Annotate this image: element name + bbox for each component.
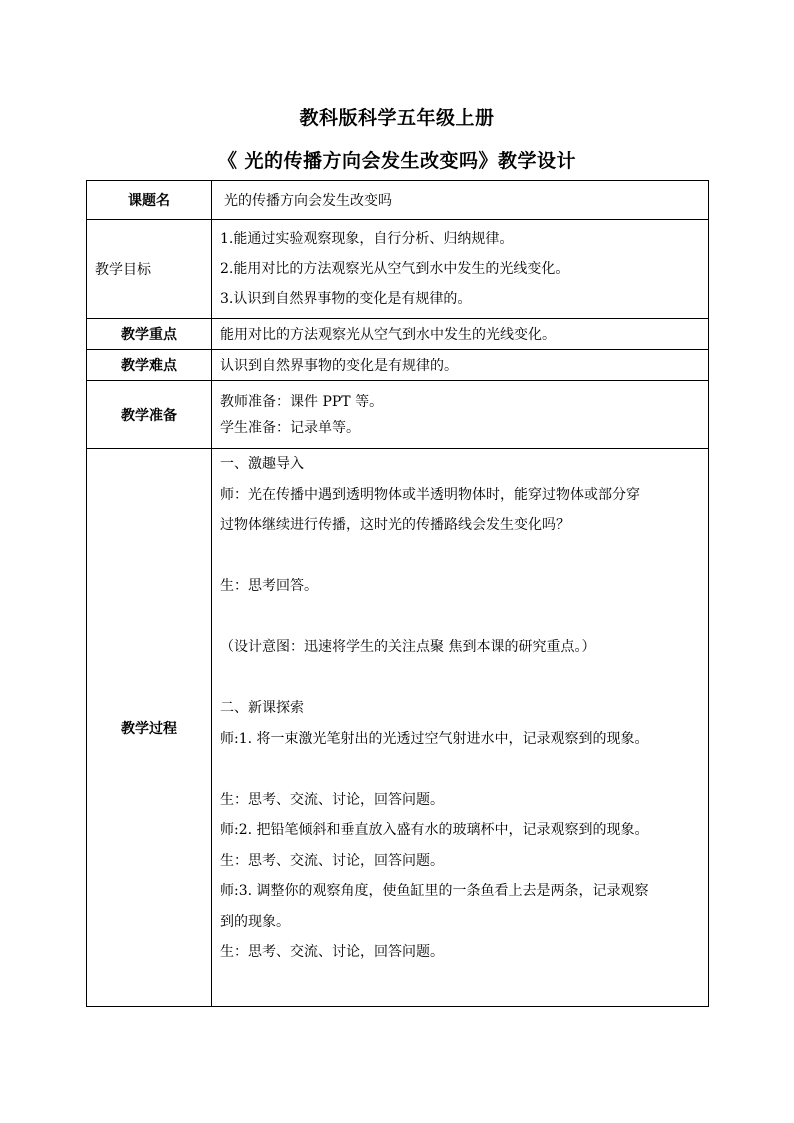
document-subtitle: 《 光的传播方向会发生改变吗》教学设计 — [217, 150, 577, 172]
value-key-point: 能用对比的方法观察光从空气到水中发生的光线变化。 — [212, 319, 709, 350]
process-line: 生：思考回答。 — [220, 578, 318, 594]
process-line: 生：思考、交流、讨论，回答问题。 — [220, 852, 444, 869]
label-topic: 课题名 — [87, 181, 212, 220]
process-line: 师:1. 将一束激光笔射出的光透过空气射进水中，记录观察到的现象。 — [220, 730, 649, 747]
row-objectives — [87, 220, 709, 319]
label-process: 教学过程 — [87, 449, 212, 1007]
document-title: 教科版科学五年级上册 — [299, 107, 495, 129]
label-preparation: 教学准备 — [87, 381, 212, 449]
process-line: 生：思考、交流、讨论，回答问题。 — [220, 944, 444, 960]
row-process — [87, 449, 709, 1007]
row-difficulty — [87, 350, 709, 381]
process-line: 生：思考、交流、讨论，回答问题。 — [220, 791, 444, 808]
value-preparation — [212, 381, 709, 449]
section-title: 一、激趣导入 — [220, 456, 304, 472]
topic-text: 光的传播方向会发生改变吗 — [224, 193, 392, 209]
row-topic — [87, 181, 709, 220]
lesson-plan-table — [86, 180, 709, 1007]
process-line: 师:2. 把铅笔倾斜和垂直放入盛有水的玻璃杯中，记录观察到的现象。 — [220, 822, 649, 838]
spacer — [220, 602, 700, 633]
spacer — [220, 754, 700, 785]
teacher-preparation: 教师准备：课件 PPT 等。 — [220, 393, 384, 410]
value-objectives — [212, 220, 709, 319]
student-preparation: 学生准备：记录单等。 — [220, 419, 360, 436]
objective-item: 2.能用对比的方法观察光从空气到水中发生的光线变化。 — [220, 261, 570, 277]
label-objectives: 教学目标 — [87, 220, 212, 319]
row-key-point — [87, 319, 709, 350]
design-intent: （设计意图：迅速将学生的关注点聚 焦到本课的研究重点。） — [220, 639, 596, 655]
label-key-point: 教学重点 — [87, 319, 212, 350]
value-process — [212, 449, 709, 1007]
spacer — [220, 663, 700, 694]
spacer — [220, 541, 700, 572]
value-difficulty: 认识到自然界事物的变化是有规律的。 — [212, 350, 709, 381]
label-difficulty: 教学难点 — [87, 350, 212, 381]
process-line: 过物体继续进行传播，这时光的传播路线会发生变化吗？ — [220, 517, 570, 533]
objective-item: 3.认识到自然界事物的变化是有规律的。 — [220, 291, 472, 307]
process-line: 到的现象。 — [220, 913, 290, 930]
row-preparation — [87, 381, 709, 449]
process-line: 师:3. 调整你的观察角度，使鱼缸里的一条鱼看上去是两条，记录观察 — [220, 883, 649, 899]
process-line: 师：光在传播中遇到透明物体或半透明物体时，能穿过物体或部分穿 — [220, 486, 640, 503]
value-topic — [212, 181, 709, 220]
objective-item: 1.能通过实验观察现象，自行分析、归纳规律。 — [220, 231, 514, 247]
section-title: 二、新课探索 — [220, 700, 304, 716]
